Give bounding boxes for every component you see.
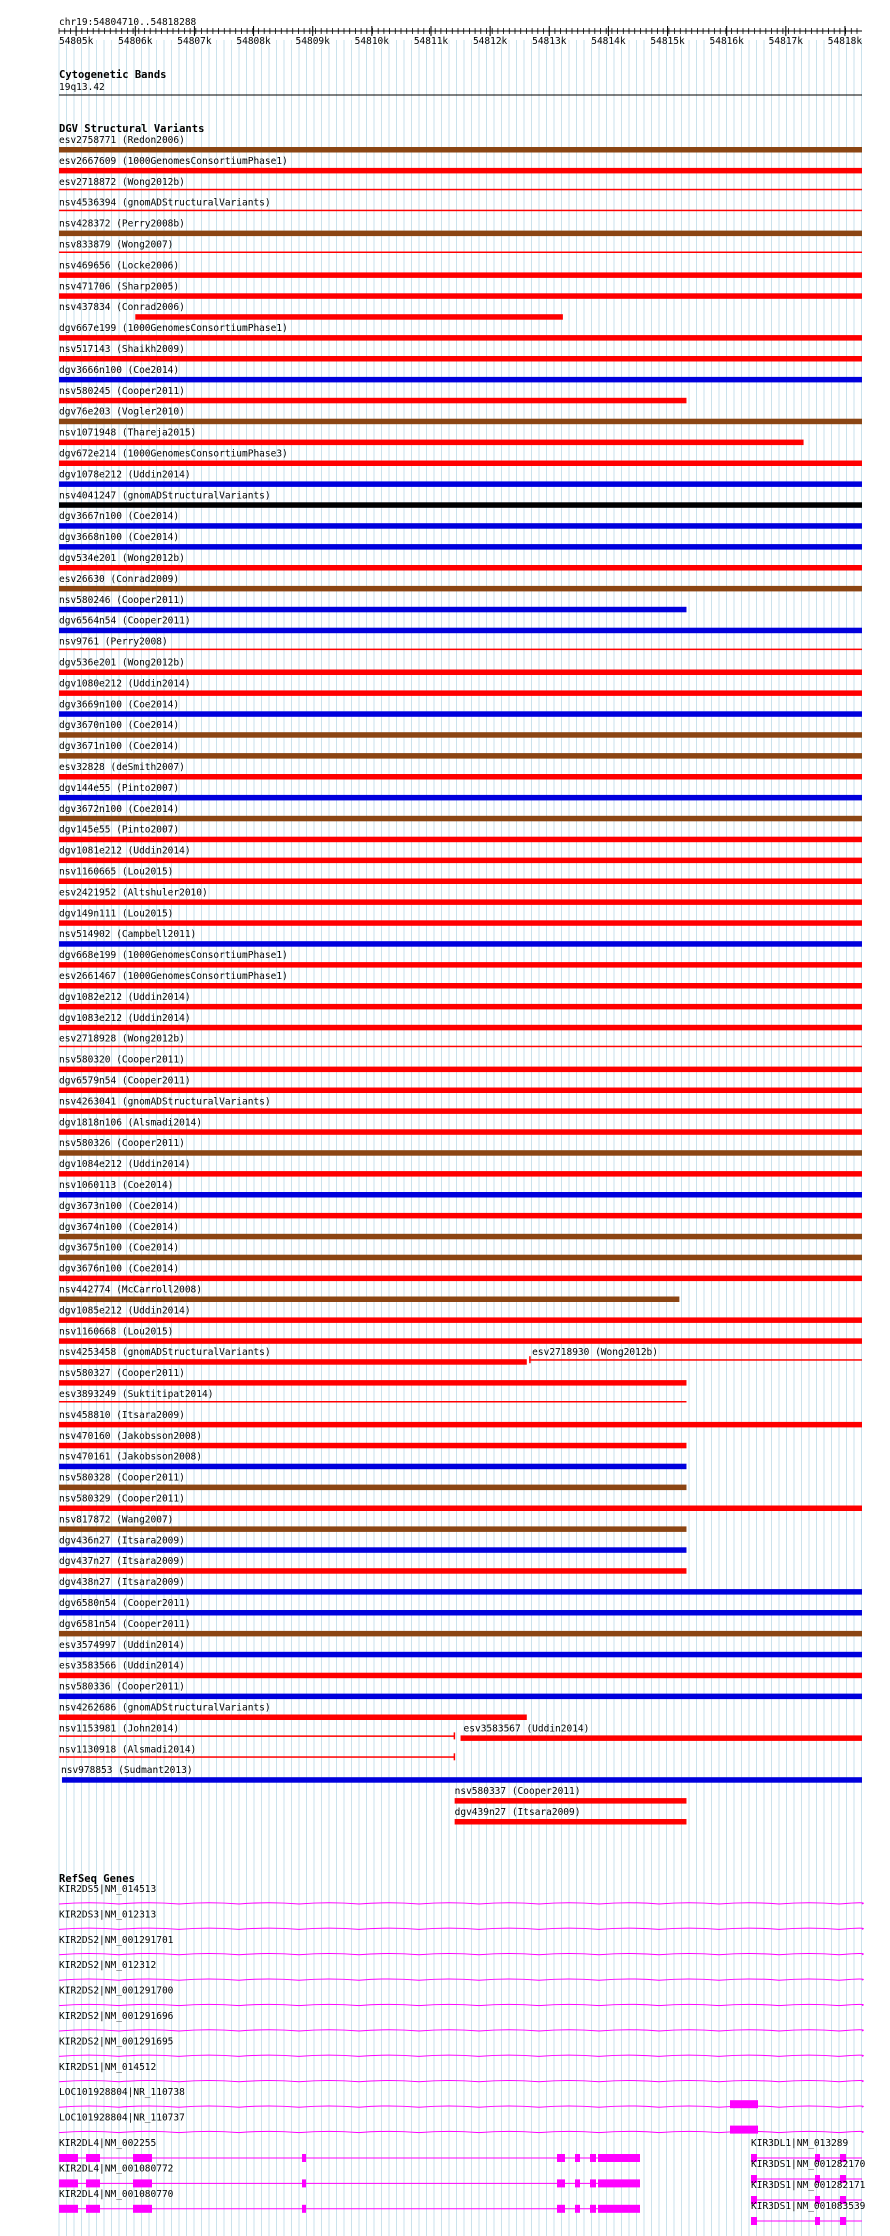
variant-bar [59,293,862,299]
gene-exon [133,2205,152,2213]
variant-label: dgv6580n54 (Cooper2011) [59,1598,191,1609]
gene-exon [59,2205,78,2213]
gene-exon [86,2205,100,2213]
gene-exon [133,2154,152,2162]
variant-bar [59,941,862,947]
ruler-tick-label: 54806k [118,36,153,47]
gene-exon [840,2217,846,2225]
variant-label: dgv1082e212 (Uddin2014) [59,991,191,1003]
variant-bar [59,837,862,843]
variant-label: esv3574997 (Uddin2014) [59,1639,185,1651]
variant-label: dgv76e203 (Vogler2010) [59,406,185,418]
ruler-tick-label: 54813k [532,36,567,47]
variant-bar [59,1443,686,1449]
variant-label: nsv517143 (Shaikh2009) [59,344,185,355]
variant-label: dgv6579n54 (Cooper2011) [59,1075,191,1087]
variant-label: nsv1071948 (Thareja2015) [59,427,197,439]
gene-exon [575,2154,580,2162]
variant-bar [59,1088,862,1094]
variant-label: nsv1130918 (Alsmadi2014) [59,1744,197,1756]
variant-bar [59,1610,862,1616]
variant-label: dgv438n27 (Itsara2009) [59,1577,185,1589]
ruler-tick-label: 54809k [295,36,330,47]
variant-bar [59,147,862,153]
variant-label: esv2758771 (Redon2006) [59,135,185,146]
gene-exon [133,2179,152,2187]
variant-bar [59,1359,527,1365]
gene-exon [590,2179,596,2187]
ruler-tick-label: 54807k [177,36,212,47]
variant-label: nsv580336 (Cooper2011) [59,1681,185,1693]
variant-bar [59,210,862,212]
variant-bar [135,314,563,320]
variant-label: nsv4041247 (gnomADStructuralVariants) [59,490,271,502]
gene-label: KIR3DS1|NM_001083539 [751,2201,866,2212]
variant-label: dgv3667n100 (Coe2014) [59,511,180,523]
gene-label: KIR2DS2|NM_001291695 [59,2036,174,2048]
gene-exon [590,2154,596,2162]
variant-bar [59,1589,862,1595]
variant-bar [59,1652,862,1658]
variant-label: dgv439n27 (Itsara2009) [454,1807,581,1818]
dgv-section-title: DGV Structural Variants [59,123,205,135]
location-readout: chr19:54804710..54818288 [59,17,197,28]
ruler-tick-label: 54811k [413,36,449,47]
variant-bar [59,753,862,759]
variant-bar [59,502,862,508]
ruler-tick-label: 54817k [768,36,803,47]
gene-label: KIR2DS1|NM_014512 [59,2061,157,2073]
variant-label: esv2661467 (1000GenomesConsortiumPhase1) [59,971,288,982]
variant-bar [59,711,862,717]
gene-intron-line [59,2030,863,2031]
variant-bar [59,168,862,174]
variant-label: nsv1060113 (Coe2014) [59,1180,174,1191]
gene-exon [302,2205,306,2213]
variant-bar [59,461,862,467]
variant-bar [59,1401,686,1403]
gene-exon [730,2126,758,2134]
variant-bar [59,879,862,885]
variant-bar [455,1819,687,1825]
variant-bar [461,1735,862,1741]
gene-label: KIR2DS2|NM_001291701 [59,1934,174,1946]
variant-bar [59,1129,862,1135]
variant-label: nsv1160668 (Lou2015) [59,1326,174,1338]
variant-label: esv2718928 (Wong2012b) [59,1033,185,1045]
variant-label: dgv3671n100 (Coe2014) [59,741,180,753]
variant-label: dgv6581n54 (Cooper2011) [59,1618,191,1630]
variant-bar [59,1171,862,1177]
variant-bar [59,1422,862,1428]
ruler-tick-label: 54814k [591,36,626,47]
variant-bar [59,628,862,634]
variant-bar [59,983,862,989]
gene-intron-line [59,2004,863,2005]
variant-end-mark [454,1732,456,1739]
cytoband-section-title: Cytogenetic Bands [59,69,167,81]
variant-bar [59,732,862,738]
variant-bar [59,816,862,822]
variant-bar [59,670,862,676]
variant-bar [59,272,862,278]
variant-label: dgv1085e212 (Uddin2014) [59,1305,191,1317]
variant-bar [59,398,686,404]
variant-label: dgv534e201 (Wong2012b) [59,553,185,564]
ruler-tick-label: 54810k [354,36,390,47]
variant-label: nsv580337 (Cooper2011) [454,1786,581,1798]
variant-label: nsv580328 (Cooper2011) [59,1472,185,1484]
variant-label: dgv3670n100 (Coe2014) [59,720,180,732]
variant-bar [59,1338,862,1344]
gene-label: LOC101928804|NR_110738 [59,2087,185,2099]
variant-bar [59,1568,686,1574]
variant-end-mark [454,1753,456,1760]
variant-bar [59,419,862,425]
variant-bar [59,1464,686,1470]
variant-bar [59,1150,862,1156]
variant-label: esv2718872 (Wong2012b) [59,176,185,188]
gene-exon [86,2154,100,2162]
variant-bar [59,1297,679,1303]
variant-bar [59,920,862,926]
refseq-genes [59,1884,866,2225]
variant-bar [59,544,862,550]
variant-bar [59,774,862,780]
variant-bar [59,1756,455,1758]
variant-bar [59,649,862,651]
variant-label: dgv3675n100 (Coe2014) [59,1242,180,1254]
variant-label: nsv1160665 (Lou2015) [59,866,174,878]
variant-label: nsv580327 (Cooper2011) [59,1368,185,1380]
variant-label: dgv3676n100 (Coe2014) [59,1263,180,1275]
variant-label: nsv580245 (Cooper2011) [59,385,185,397]
gene-intron-line [59,1903,863,1904]
variant-bar [59,565,862,571]
variant-label: dgv145e55 (Pinto2007) [59,824,180,836]
gene-label: KIR2DL4|NM_001080770 [59,2188,174,2200]
variant-label: dgv1081e212 (Uddin2014) [59,845,191,857]
variant-bar [59,356,862,362]
variant-bar [59,252,862,254]
variant-label: nsv817872 (Wang2007) [59,1514,174,1526]
variant-label: nsv4253458 (gnomADStructuralVariants) [59,1347,271,1359]
variant-label: dgv3674n100 (Coe2014) [59,1221,180,1233]
variant-label: dgv437n27 (Itsara2009) [59,1556,185,1568]
ruler-tick-label: 54808k [236,36,271,47]
gene-intron-line [59,1928,863,1929]
gene-exon [557,2179,565,2187]
variant-label: dgv3669n100 (Coe2014) [59,699,180,711]
gene-exon [302,2179,306,2187]
variant-bar [59,189,862,191]
variant-label: nsv437834 (Conrad2006) [59,302,185,314]
variant-label: dgv3673n100 (Coe2014) [59,1200,180,1212]
variant-label: nsv470161 (Jakobsson2008) [59,1451,202,1463]
variant-label: dgv3666n100 (Coe2014) [59,364,180,376]
gene-exon [557,2154,565,2162]
variant-label: dgv149n111 (Lou2015) [59,908,174,920]
variant-bar [59,1547,686,1553]
variant-bar [59,1485,686,1491]
variant-label: dgv436n27 (Itsara2009) [59,1535,185,1547]
variant-bar [59,1506,862,1512]
variant-label: esv2421952 (Altshuler2010) [59,887,208,899]
variant-bar [59,1108,862,1114]
gene-label: KIR2DL4|NM_001080772 [59,2163,174,2175]
variant-end-mark [529,1356,531,1363]
variant-label: nsv580326 (Cooper2011) [59,1138,185,1150]
variant-bar [59,1673,862,1679]
variant-label: esv3893249 (Suktitipat2014) [59,1389,214,1400]
variant-label: esv2667609 (1000GenomesConsortiumPhase1) [59,155,288,167]
gene-label: KIR2DS3|NM_012313 [59,1909,157,1921]
gene-label: KIR2DS2|NM_012312 [59,1960,157,1972]
variant-bar [59,607,686,613]
variant-label: dgv1084e212 (Uddin2014) [59,1159,191,1171]
variant-label: dgv1083e212 (Uddin2014) [59,1012,191,1024]
variant-label: esv2718930 (Wong2012b) [532,1347,659,1359]
variant-bar [59,1317,862,1323]
variant-label: dgv1818n106 (Alsmadi2014) [59,1117,202,1129]
variant-bar [59,1631,862,1637]
variant-label: nsv428372 (Perry2008b) [59,218,185,230]
variant-bar [59,1735,455,1737]
variant-bar [59,440,804,446]
variant-bar [59,335,862,341]
variant-bar [59,899,862,905]
variant-bar [59,523,862,529]
variant-label: dgv668e199 (1000GenomesConsortiumPhase1) [59,950,288,962]
variant-label: nsv580246 (Cooper2011) [59,594,185,606]
variant-bar [59,1380,686,1386]
variant-label: dgv144e55 (Pinto2007) [59,782,180,794]
variant-label: dgv672e214 (1000GenomesConsortiumPhase3) [59,448,288,460]
gene-exon [598,2205,640,2213]
gene-exon [557,2205,565,2213]
gene-intron-line [59,2055,863,2056]
variant-bar [59,377,862,383]
gene-exon [590,2205,596,2213]
gene-label: KIR3DS1|NM_001282171 [751,2180,866,2191]
gene-exon [59,2154,78,2162]
variant-label: dgv3668n100 (Coe2014) [59,532,180,544]
variant-bar [59,1276,862,1282]
variant-bar [59,690,862,696]
variant-label: nsv580329 (Cooper2011) [59,1493,185,1505]
gene-exon [598,2179,640,2187]
gene-exon [59,2179,78,2187]
variant-label: dgv667e199 (1000GenomesConsortiumPhase1) [59,323,288,335]
variant-bar [59,1234,862,1240]
variant-label: dgv3672n100 (Coe2014) [59,803,180,815]
gene-intron-line [59,1979,863,1980]
variant-label: nsv4536394 (gnomADStructuralVariants) [59,197,271,209]
variant-label: nsv458810 (Itsara2009) [59,1409,185,1421]
variant-bar [59,1025,862,1031]
variant-label: nsv471706 (Sharp2005) [59,281,180,293]
gene-label: KIR3DS1|NM_001282170 [751,2159,866,2170]
variant-label: nsv4262686 (gnomADStructuralVariants) [59,1702,271,1714]
variant-label: nsv442774 (McCarroll2008) [59,1284,202,1296]
variant-label: esv26630 (Conrad2009) [59,573,180,585]
gene-exon [575,2179,580,2187]
gene-exon [730,2100,758,2108]
ruler-tick-label: 54805k [58,36,94,47]
variant-label: esv3583567 (Uddin2014) [463,1723,590,1735]
variant-bar [59,586,862,592]
gene-exon [86,2179,100,2187]
variant-label: nsv4263041 (gnomADStructuralVariants) [59,1096,271,1108]
variant-label: nsv470160 (Jakobsson2008) [59,1430,202,1442]
variant-label: dgv1078e212 (Uddin2014) [59,469,191,481]
variant-label: nsv469656 (Locke2006) [59,260,180,272]
gene-label: KIR3DL1|NM_013289 [751,2138,849,2149]
variant-label: dgv1080e212 (Uddin2014) [59,678,191,690]
variant-label: nsv9761 (Perry2008) [59,636,168,648]
gene-exon [302,2154,306,2162]
variant-bar [59,1255,862,1261]
variant-bar [59,1067,862,1073]
gene-label: KIR2DS5|NM_014513 [59,1884,157,1895]
gene-exon [575,2205,580,2213]
variant-label: esv3583566 (Uddin2014) [59,1660,185,1672]
gene-intron-line [59,1954,863,1955]
gene-label: LOC101928804|NR_110737 [59,2112,185,2124]
variant-label: esv32828 (deSmith2007) [59,762,185,773]
gene-label: KIR2DL4|NM_002255 [59,2138,157,2149]
variant-label: nsv514902 (Campbell2011) [59,929,197,941]
variant-bar [59,1526,686,1532]
gene-label: KIR2DS2|NM_001291700 [59,1985,174,1997]
variant-bar [59,1046,862,1048]
variant-label: nsv1153981 (John2014) [59,1723,180,1735]
variant-bar [455,1798,687,1804]
gene-exon [815,2217,820,2225]
ruler-tick-label: 54816k [709,36,744,47]
variant-bar [529,1359,862,1361]
coordinate-ruler [59,26,862,47]
refseq-section-title: RefSeq Genes [59,1873,135,1885]
ruler-tick-label: 54812k [472,36,508,47]
ruler-tick-label: 54815k [650,36,685,47]
variant-bar [59,1213,862,1219]
gene-exon [598,2154,640,2162]
variant-label: nsv978853 (Sudmant2013) [61,1765,193,1777]
variant-label: nsv580320 (Cooper2011) [59,1054,185,1066]
gene-exon [751,2217,757,2225]
variant-bar [59,1715,527,1721]
ruler-tick-label: 54818k [827,36,863,47]
gene-label: KIR2DS2|NM_001291696 [59,2011,174,2022]
variant-label: nsv833879 (Wong2007) [59,239,174,251]
variant-bar [59,858,862,864]
variant-label: dgv536e201 (Wong2012b) [59,657,185,669]
variant-bar [59,231,862,237]
variant-bar [59,962,862,968]
variant-bar [62,1777,862,1783]
variant-bar [59,1004,862,1010]
variant-bar [59,1694,862,1700]
cytoband-label: 19q13.42 [59,82,105,93]
variant-bar [59,1192,862,1198]
variant-bar [59,795,862,801]
variant-bar [59,481,862,487]
gene-intron-line [59,2081,863,2082]
variant-label: dgv6564n54 (Cooper2011) [59,615,191,627]
